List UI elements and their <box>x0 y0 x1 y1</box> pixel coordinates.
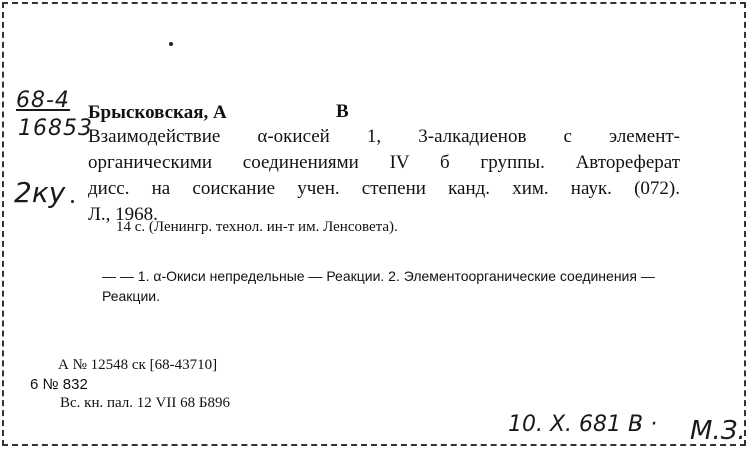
accession-line: А № 12548 ск [68-43710] <box>58 357 218 373</box>
pages-note: 14 с. (Ленингр. технол. ин-т им. Ленсовета). <box>116 219 398 235</box>
accession-line: 6 № 832 <box>30 376 88 393</box>
title-line: Л., 1968. <box>88 204 158 225</box>
ink-speck <box>71 200 74 203</box>
title-line: органическими соединениями IV б группы. Автореферат <box>88 152 680 173</box>
call-number-top: 68-4 <box>16 88 70 113</box>
initials-handwritten: М.З. <box>690 416 746 446</box>
title-line: Взаимодействие α-окисей 1, 3-алкадиенов с элемент- <box>88 126 680 147</box>
subject-headings: — — 1. α-Окиси непредельные — Реакции. 2. Элементоорганические соединения — Реакции. <box>102 268 655 304</box>
accession-line: Вс. кн. пал. 12 VII 68 Б896 <box>60 395 230 411</box>
author-name: Брысковская, А <box>88 102 227 123</box>
call-number-bottom: 16853 <box>18 116 93 141</box>
ink-speck <box>169 42 173 46</box>
title-line: дисс. на соискание учен. степени канд. хим. наук. (072). <box>88 178 680 199</box>
index-letter: В <box>336 101 349 122</box>
title-block <box>88 124 680 228</box>
inventory-handwritten: 10. Х. 681 В · <box>508 412 658 437</box>
shelf-mark: 2ку <box>14 176 66 209</box>
